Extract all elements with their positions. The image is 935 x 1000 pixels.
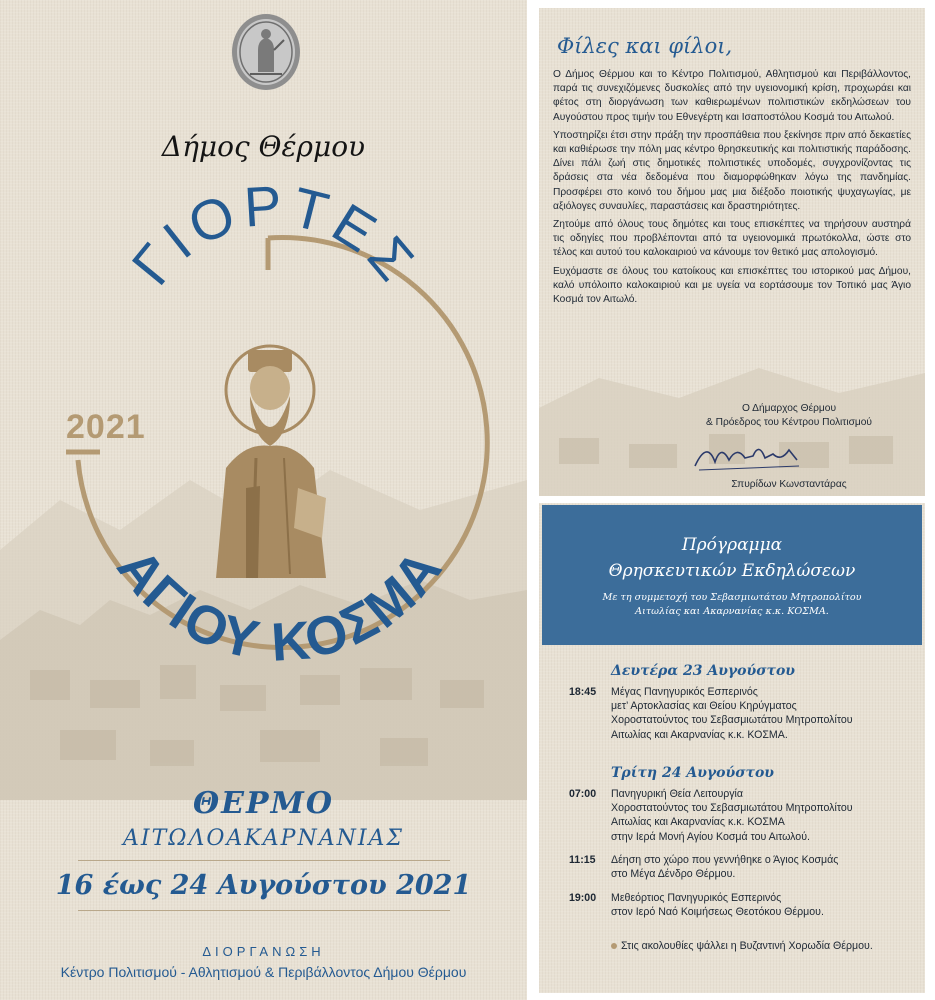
event-line: Δέηση στο χώρο που γεννήθηκε ο Άγιος Κοσμάς bbox=[611, 854, 839, 866]
organizer-label: ΔΙΟΡΓΑΝΩΣΗ bbox=[202, 944, 325, 959]
event-line: στην Ιερά Μονή Αγίου Κοσμά του Αιτωλού. bbox=[611, 830, 810, 843]
festival-title-top: ΓΙΟΡΤΕΣ bbox=[119, 173, 431, 297]
event-line: Χοροστατούντος του Σεβασμιωτάτου Μητροπολίτου bbox=[611, 714, 853, 727]
signatory-name: Σπυρίδων Κωνσταντάρας bbox=[731, 479, 847, 490]
program-title: Πρόγραμμα bbox=[681, 535, 783, 555]
saint-kosmas-illustration bbox=[186, 338, 354, 578]
event-line: Μέγας Πανηγυρικός Εσπερινός bbox=[611, 686, 758, 698]
event-time: 18:45 bbox=[569, 686, 597, 698]
event-time: 11:15 bbox=[569, 854, 596, 866]
city-name: ΘΕΡΜΟ bbox=[193, 786, 334, 821]
letter-greeting: Φίλες και φίλοι, bbox=[557, 34, 733, 58]
program-subtitle-line2: Αιτωλίας και Ακαρνανίας κ.κ. ΚΟΣΜΑ. bbox=[635, 606, 829, 617]
municipality-name: Δήμος Θέρμου bbox=[161, 130, 366, 163]
event-line: μετ’ Αρτοκλασίας και Θείου Κηρύγματος bbox=[611, 700, 797, 713]
signoff-role: & Πρόεδρος του Κέντρου Πολιτισμού bbox=[706, 417, 872, 428]
letter-paragraph: Ο Δήμος Θέρμου και το Κέντρο Πολιτισμού, Αθλητισμού και Περιβάλλοντος, παρά τις συνεχιζόμενες δυσκολίες από την υγειονομική κρίση, προχωράει και φέτος στη διοργάνωση των καθιερωμένων πολιτιστικών εκδηλώσεων του Αυγούστου προς τιμήν του Εθνεγέρτη και Ισαποστόλου Κοσμά του Αιτωλού. bbox=[553, 69, 911, 123]
event-line: Αιτωλίας και Ακαρνανίας κ.κ. ΚΟΣΜΑ. bbox=[611, 728, 788, 741]
festival-dates: 16 έως 24 Αυγούστου 2021 bbox=[55, 870, 472, 901]
letter-paragraph: Ευχόμαστε σε όλους του κατοίκους και επισκέπτες του ιστορικού μας Δήμου, καλό υπόλοιπο καλοκαιριού και με υγεία να εορτάσουμε τον Τοπικό μας Άγιο Κοσμά τον Αιτωλό. bbox=[553, 265, 911, 306]
festival-year: 2021 bbox=[66, 408, 146, 446]
mayor-letter bbox=[539, 8, 925, 496]
program-header bbox=[542, 505, 922, 645]
religious-program bbox=[539, 503, 925, 993]
event-time: 07:00 bbox=[569, 788, 597, 800]
letter-paragraph: Υποστηρίζει έτσι στην πράξη την προσπάθεια που ξεκίνησε πριν από δεκαετίες και καθιέρωσε την πόλη μας κέντρο θρησκευτικής και πολιτιστικής παράδοσης. Δίνει πάλι ζωή στις δημοτικές πολιτιστικές υποδομές, συγχρονίζοντας τις δράσεις στα νέα δεδομένα που διαμορφώθηκαν λόγω της πανδημίας. Προσφέρει στο κοινό του δήμου μας μια διέξοδο ποιοτικής ψυχαγωγίας, με αξιόλογες συναυλίες, παραστάσεις και δραστηριότητες. bbox=[553, 129, 911, 212]
event-line: Αιτωλίας και Ακαρνανίας κ.κ. ΚΟΣΜΑ bbox=[611, 816, 785, 829]
letter-paragraph: Ζητούμε από όλους τους δημότες και τους επισκέπτες να τηρήσουν αυστηρά τις οδηγίες που προβλέπονται από τα υγειονομικά πρωτόκολλα, ώστε στο τέλος και αυτού του καλοκαιριού να κάνουμε τον θετικό μας απολογισμό. bbox=[553, 219, 911, 259]
organizer-name: Κέντρο Πολιτισμού - Αθλητισμού & Περιβάλλοντος Δήμου Θέρμου bbox=[60, 964, 467, 980]
divider-bottom bbox=[78, 910, 450, 911]
signoff-title: Ο Δήμαρχος Θέρμου bbox=[741, 403, 837, 414]
program-title-line2: Θρησκευτικών Εκδηλώσεων bbox=[608, 561, 856, 581]
event-time: 19:00 bbox=[569, 892, 597, 904]
festival-title-bottom: ΑΓΙΟΥ ΚΟΣΜΑ bbox=[105, 538, 455, 673]
event-line: Πανηγυρική Θεία Λειτουργία bbox=[611, 788, 744, 800]
choir-note: Στις ακολουθίες ψάλλει η Βυζαντινή Χορωδία Θέρμου. bbox=[621, 940, 873, 952]
event-line: στον Ιερό Ναό Κοιμήσεως Θεοτόκου Θέρμου. bbox=[611, 906, 824, 919]
day-heading: Τρίτη 24 Αυγούστου bbox=[611, 765, 774, 781]
region-name: ΑΙΤΩΛΟΑΚΑΡΝΑΝΙΑΣ bbox=[123, 826, 404, 851]
event-line: στο Μέγα Δένδρο Θέρμου. bbox=[611, 868, 736, 881]
divider-top bbox=[78, 860, 450, 861]
day-heading: Δευτέρα 23 Αυγούστου bbox=[611, 663, 795, 679]
program-subtitle: Με τη συμμετοχή του Σεβασμιωτάτου Μητροπολίτου bbox=[602, 592, 862, 603]
letter-body bbox=[553, 68, 911, 311]
handwritten-signature bbox=[689, 436, 809, 476]
event-line: Μεθεόρτιος Πανηγυρικός Εσπερινός bbox=[611, 892, 782, 904]
event-line: Χοροστατούντος του Σεβασμιωτάτου Μητροπολίτου bbox=[611, 802, 853, 815]
